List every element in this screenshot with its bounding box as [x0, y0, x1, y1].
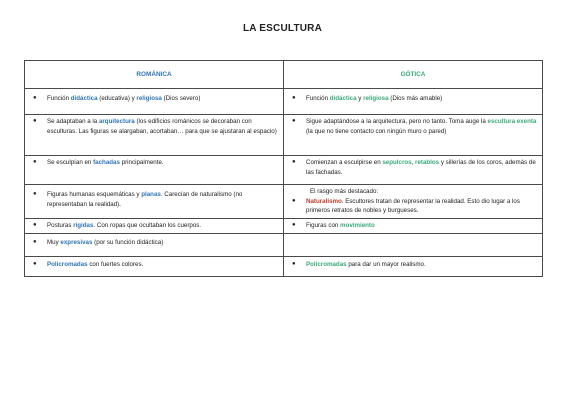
table-row [25, 156, 543, 185]
cell-text: , [411, 159, 416, 166]
cell-text: Sigue adaptándose a la arquitectura, pero no tanto. Toma auge la [306, 118, 488, 125]
cell-romanica [25, 156, 284, 185]
cell-text: Posturas [47, 221, 74, 229]
cell-text: Función [47, 95, 71, 102]
cell-gotica [284, 89, 543, 115]
bullet-icon: ● [292, 159, 296, 165]
highlight-text: Policromadas [306, 260, 347, 268]
cell-text: (educativa) y [97, 95, 137, 102]
cell-romanica [25, 89, 284, 115]
cell-intro: El rasgo más destacado: [310, 188, 379, 195]
cell-text: (los edificios románicos se decoraban con esculturas. Las figuras se alargaban, acortaban… para que se ajustaran al espacio) [47, 118, 277, 135]
highlight-text: retablos [415, 159, 440, 166]
bullet-icon: ● [33, 238, 37, 245]
cell-text: (Dios severo) [161, 95, 201, 102]
cell-text: Figuras con [306, 221, 341, 229]
highlight-text: Policromadas [47, 260, 88, 268]
bullet-icon: ● [292, 221, 296, 228]
cell-text: . Carecían de naturalismo (no representaban la realidad). [47, 191, 243, 208]
bullet-icon: ● [33, 118, 37, 124]
bullet-icon: ● [292, 260, 296, 267]
highlight-text: fachadas [93, 159, 120, 166]
highlight-text: movimiento [340, 221, 375, 229]
cell-romanica [25, 218, 284, 233]
highlight-text: religiosa [136, 95, 162, 102]
bullet-icon: ● [292, 118, 296, 124]
highlight-text: religiosa [363, 95, 389, 102]
page-title: LA ESCULTURA [242, 23, 323, 34]
cell-text: para dar un mayor realismo. [346, 260, 426, 268]
highlight-text: Naturalismo [306, 197, 342, 205]
cell-romanica [25, 185, 284, 219]
header-gotica: GÓTICA [284, 61, 543, 89]
highlight-text: expresivas [60, 238, 93, 246]
table-row [25, 89, 543, 115]
highlight-text: escultura exenta [487, 118, 537, 125]
cell-text: Muy [47, 238, 61, 246]
highlight-text: arquitectura [98, 118, 135, 125]
header-row [25, 61, 543, 89]
cell-text: Comienzan a esculpirse en [306, 159, 383, 166]
bullet-icon: ● [33, 221, 37, 228]
bullet-icon: ● [292, 197, 296, 204]
cell-gotica-empty [284, 233, 543, 256]
cell-text: (la que no tiene contacto con ningún muro o pared) [306, 127, 447, 135]
cell-text: y [356, 95, 364, 102]
table-row [25, 185, 543, 219]
cell-text: principalmente. [119, 159, 164, 166]
cell-text: Se adaptaban a la [47, 118, 99, 125]
cell-text: Función [306, 95, 330, 102]
cell-romanica [25, 256, 284, 276]
highlight-text: didáctica [70, 95, 98, 102]
bullet-icon: ● [33, 95, 37, 101]
bullet-icon: ● [33, 260, 37, 267]
cell-text: (por su función didáctica) [92, 238, 164, 246]
bullet-icon: ● [292, 95, 296, 101]
cell-gotica [284, 185, 543, 219]
table-row [25, 115, 543, 156]
cell-gotica [284, 115, 543, 156]
cell-romanica [25, 115, 284, 156]
highlight-text: sepulcros [382, 159, 412, 166]
cell-text: Figuras humanas esquemáticas y [47, 191, 142, 198]
table-row [25, 233, 543, 256]
cell-text: con fuertes colores. [87, 260, 144, 268]
cell-gotica [284, 256, 543, 276]
highlight-text: didáctica [329, 95, 357, 102]
cell-gotica [284, 218, 543, 233]
cell-text: (Dios más amable) [388, 95, 443, 102]
table-row [25, 256, 543, 276]
cell-text: . Con ropas que ocultaban los cuerpos. [93, 221, 202, 229]
cell-text: y sillerías de los coros, además de las fachadas. [306, 159, 536, 176]
cell-text: Se esculpían en [47, 159, 94, 166]
table-row [25, 218, 543, 233]
cell-gotica [284, 156, 543, 185]
bullet-icon: ● [33, 159, 37, 165]
highlight-text: rígidas [73, 221, 94, 229]
bullet-icon: ● [33, 191, 37, 197]
cell-romanica [25, 233, 284, 256]
header-romanica: ROMÁNICA [25, 61, 284, 89]
highlight-text: planas [141, 191, 161, 198]
comparison-table [24, 60, 543, 277]
cell-text: . Escultores tratan de representar la realidad. Esto dio lugar a los primeros retratos de nobles y burgueses. [306, 197, 520, 215]
